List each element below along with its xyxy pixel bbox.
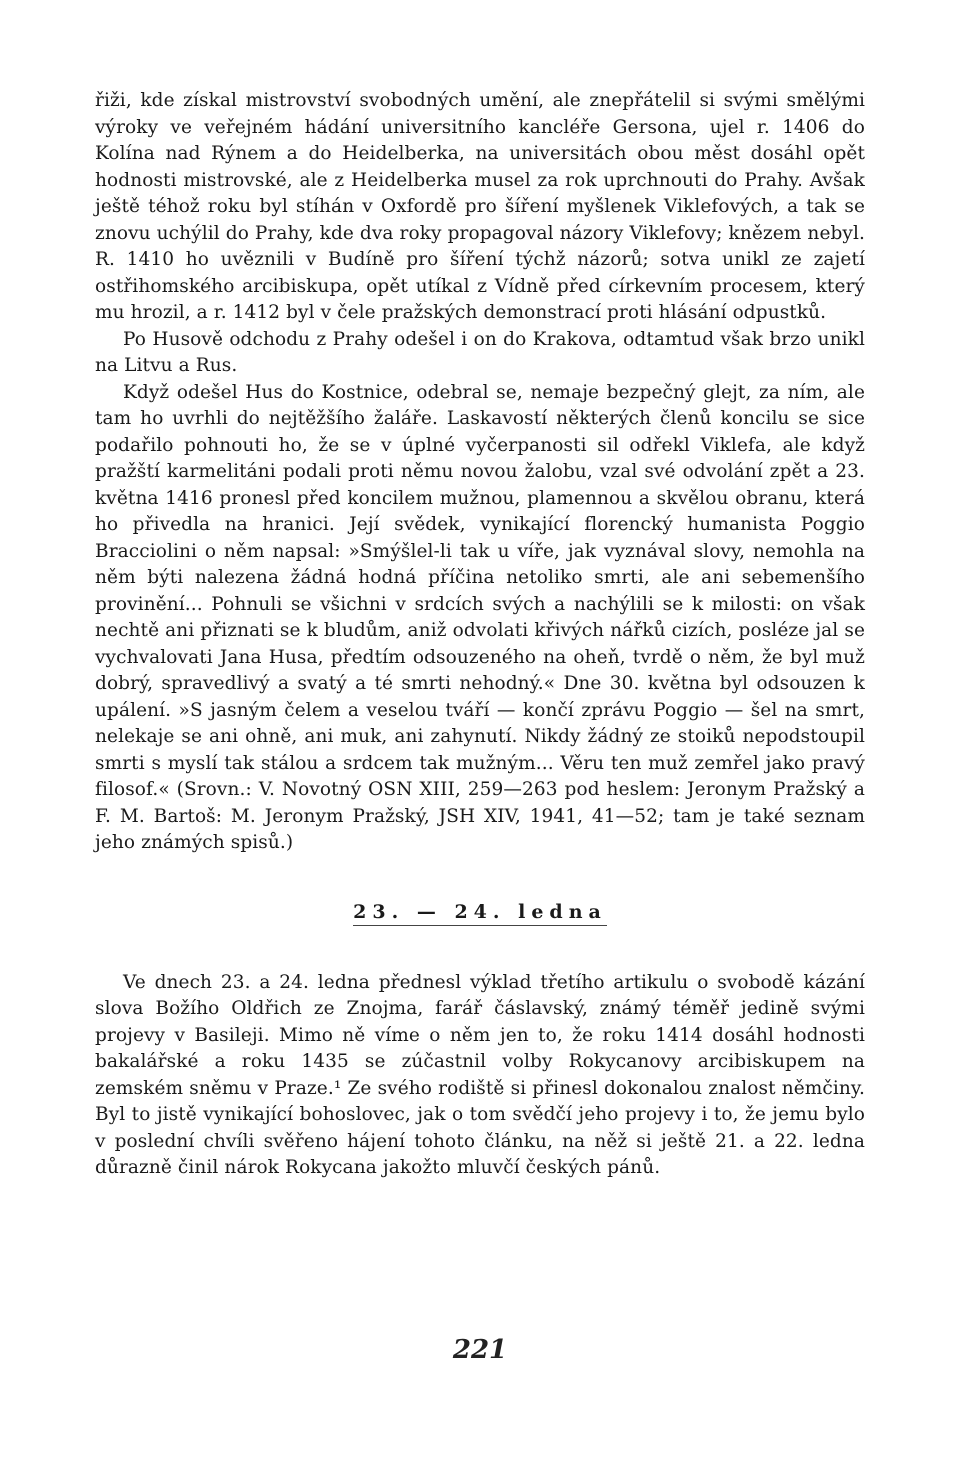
section-heading (95, 901, 865, 926)
paragraph-konstanz: Když odešel Hus do Kostnice, odebral se, nemaje bezpečný glejt, za ním, ale tam ho uvrhli do nejtěžšího žaláře. Laskavostí některých členů koncilu se sice podařilo pohnouti ho, že se v úplné vyčerpanosti sil odřekl Viklefa, ale když pražští karmelitáni podali proti němu novou žalobu, vzal své odvolání zpět a 23. května 1416 pronesl před koncilem mužnou, plamennou a skvělou obranu, která ho přivedla na hranici. Její svědek, vynikající florencký humanista Poggio Bracciolini o něm napsal: »Smýšlel-li tak u víře, jak vyznával slovy, nemohla na něm býti nalezena žádná hodná příčina netoliko smrti, ale ani sebemenšího provinění... Pohnuli se všichni v srdcích svých a nachýlili se k milosti: on však nechtě ani přiznati se k bludům, aniž odvolati křivých nářků cizích, posléze jal se vychvalovati Jana Husa, předtím odsouzeného na oheň, tvrdě o něm, že byl muž dobrý, spravedlivý a svatý a té smrti nehodný.« Dne 30. května byl odsouzen k upálení. »S jasným čelem a veselou tváří — končí zprávu Poggio — šel na smrt, nelekaje se ani ohně, ani muk, ani zahynutí. Nikdy žádný ze stoiků nepodstoupil smrti s myslí tak stálou a srdcem tak mužným... Věru ten muž zemřel jako pravý filosof.« (Srovn.: V. Novotný OSN XIII, 259—263 pod heslem: Jeronym Pražský a F. M. Bartoš: M. Jeronym Pražský, JSH XIV, 1941, 41—52; tam je také seznam jeho známých spisů.) (95, 381, 865, 853)
paragraph-departure: Po Husově odchodu z Prahy odešel i on do Krakova, odtamtud však brzo unikl na Litvu a Rus. (95, 328, 865, 376)
paragraph-oldrich: Ve dnech 23. a 24. ledna přednesl výklad třetího artikulu o svobodě kázání slova Božího Oldřich ze Znojma, farář čáslavský, známý téměř jedině svými projevy v Basileji. Mimo ně víme o něm jen to, že roku 1414 dosáhl hodnosti bakalářské a roku 1435 se zúčastnil volby Rokycanovy arcibiskupem na zemském sněmu v Praze.¹ Ze svého rodiště si přinesl dokonalou znalost němčiny. Byl to jistě vynikající bohoslovec, jak o tom svědčí jeho projevy i to, že jemu bylo v poslední chvíli svěřeno hájení tohoto článku, na něž si ještě 21. a 22. ledna důrazně činil nárok Rokycana jakožto mluvčí českých pánů. (95, 971, 865, 1178)
page-body (95, 88, 865, 1182)
section-heading-text: 23. — 24. ledna (353, 901, 607, 926)
page-number: 221 (452, 1335, 508, 1365)
paragraph-continuation: řiži, kde získal mistrovství svobodných umění, ale znepřátelil si svými smělými výroky ve veřejném hádání universitního kancléře Gersona, ujel r. 1406 do Kolína nad Rýnem a do Heidelberka, na universitách obou měst dosáhl opět hodnosti mistrovské, ale z Heidelberka musel za rok uprchnouti do Prahy. Avšak ještě téhož roku byl stíhán v Oxfordě pro šíření myšlenek Viklefových, a tak se znovu uchýlil do Prahy, kde dva roky propagoval názory Viklefovy; knězem nebyl. R. 1410 ho uvěznili v Budíně pro šíření týchž názorů; sotva unikl ze zajetí ostřihomského arcibiskupa, opět utíkal z Vídně před církevním procesem, který mu hrozil, a r. 1412 byl v čele pražských demonstrací proti hlásání odpustků. (95, 90, 865, 323)
